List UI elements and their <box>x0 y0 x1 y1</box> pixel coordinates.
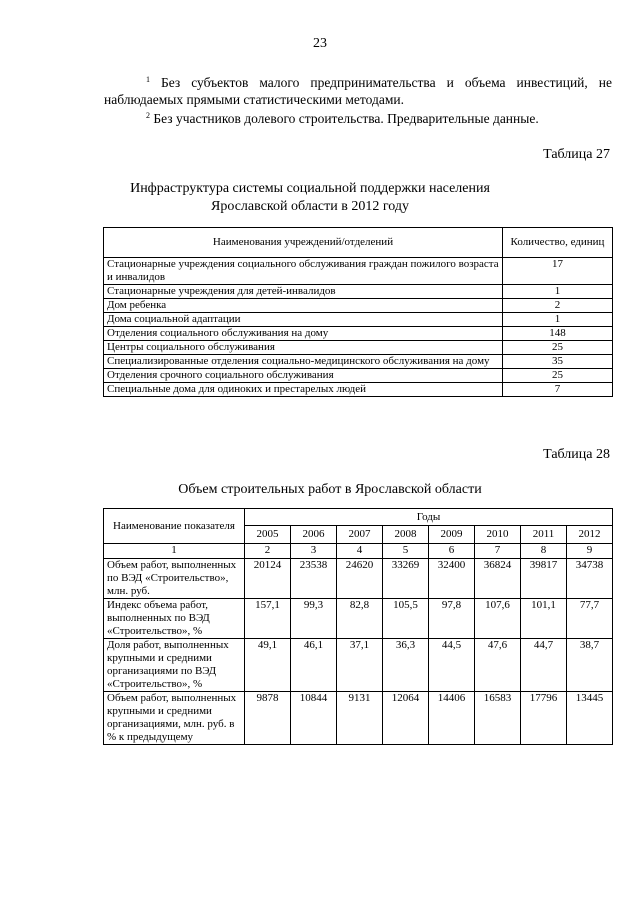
indicator-name: Объем работ, выполненных крупными и средними организациями, млн. руб. в % к предыдущему <box>104 692 245 745</box>
indicator-value: 101,1 <box>521 599 567 639</box>
indicator-value: 17796 <box>521 692 567 745</box>
table-28-label: Таблица 28 <box>543 447 610 462</box>
institution-name: Специальные дома для одиноких и престарелых людей <box>104 383 503 397</box>
institution-name: Центры социального обслуживания <box>104 341 503 355</box>
indicator-value: 12064 <box>383 692 429 745</box>
footnote-mark: 1 <box>146 75 150 84</box>
year-header: 2006 <box>291 526 337 544</box>
institution-count: 35 <box>503 355 613 369</box>
year-header: 2010 <box>475 526 521 544</box>
indicator-value: 38,7 <box>567 639 613 692</box>
table-row <box>104 341 613 355</box>
institution-count: 2 <box>503 299 613 313</box>
table-27-header-count: Количество, единиц <box>503 228 613 258</box>
table-row <box>104 599 613 639</box>
indicator-value: 44,7 <box>521 639 567 692</box>
column-number: 6 <box>429 544 475 559</box>
institution-count: 1 <box>503 285 613 299</box>
institution-count: 25 <box>503 341 613 355</box>
table-row <box>104 355 613 369</box>
indicator-value: 105,5 <box>383 599 429 639</box>
table-27 <box>103 227 613 397</box>
indicator-value: 99,3 <box>291 599 337 639</box>
indicator-value: 47,6 <box>475 639 521 692</box>
footnote-text: Без участников долевого строительства. Предварительные данные. <box>153 111 539 126</box>
page-number: 23 <box>313 36 327 51</box>
indicator-value: 97,8 <box>429 599 475 639</box>
column-number: 7 <box>475 544 521 559</box>
table-row <box>104 258 613 285</box>
table-row <box>104 692 613 745</box>
table-row <box>104 383 613 397</box>
table-row <box>104 369 613 383</box>
institution-count: 148 <box>503 327 613 341</box>
year-header: 2011 <box>521 526 567 544</box>
table-row <box>104 327 613 341</box>
institution-name: Стационарные учреждения для детей-инвалидов <box>104 285 503 299</box>
indicator-value: 23538 <box>291 559 337 599</box>
column-number: 3 <box>291 544 337 559</box>
institution-name: Дома социальной адаптации <box>104 313 503 327</box>
indicator-value: 32400 <box>429 559 475 599</box>
column-number: 5 <box>383 544 429 559</box>
table-row <box>104 313 613 327</box>
column-number: 9 <box>567 544 613 559</box>
indicator-value: 14406 <box>429 692 475 745</box>
indicator-value: 16583 <box>475 692 521 745</box>
indicator-value: 49,1 <box>245 639 291 692</box>
indicator-value: 24620 <box>337 559 383 599</box>
indicator-value: 46,1 <box>291 639 337 692</box>
footnote-mark: 2 <box>146 111 150 120</box>
table-row <box>104 639 613 692</box>
institution-name: Отделения срочного социального обслуживания <box>104 369 503 383</box>
indicator-value: 13445 <box>567 692 613 745</box>
indicator-name: Объем работ, выполненных по ВЭД «Строительство», млн. руб. <box>104 559 245 599</box>
column-number: 2 <box>245 544 291 559</box>
table-row <box>104 559 613 599</box>
institution-name: Отделения социального обслуживания на дому <box>104 327 503 341</box>
footnote-1 <box>104 71 612 108</box>
table-row <box>104 285 613 299</box>
indicator-value: 36,3 <box>383 639 429 692</box>
indicator-value: 39817 <box>521 559 567 599</box>
indicator-value: 36824 <box>475 559 521 599</box>
year-header: 2008 <box>383 526 429 544</box>
year-header: 2012 <box>567 526 613 544</box>
institution-name: Стационарные учреждения социального обслуживания граждан пожилого возраста и инвалидов <box>104 258 503 285</box>
institution-name: Дом ребенка <box>104 299 503 313</box>
indicator-name: Индекс объема работ, выполненных по ВЭД «Строительство», % <box>104 599 245 639</box>
column-number: 8 <box>521 544 567 559</box>
indicator-value: 77,7 <box>567 599 613 639</box>
indicator-value: 10844 <box>291 692 337 745</box>
indicator-value: 9131 <box>337 692 383 745</box>
year-header: 2005 <box>245 526 291 544</box>
table-row <box>104 299 613 313</box>
institution-count: 1 <box>503 313 613 327</box>
footnote-2 <box>104 107 612 127</box>
indicator-value: 44,5 <box>429 639 475 692</box>
table-28 <box>103 508 613 745</box>
table-28-title: Объем строительных работ в Ярославской области <box>178 482 482 497</box>
indicator-value: 157,1 <box>245 599 291 639</box>
institution-count: 25 <box>503 369 613 383</box>
column-number: 4 <box>337 544 383 559</box>
year-header: 2007 <box>337 526 383 544</box>
indicator-value: 37,1 <box>337 639 383 692</box>
indicator-value: 34738 <box>567 559 613 599</box>
table-28-header-indicator: Наименование показателя <box>104 509 245 544</box>
table-28-header-years: Годы <box>245 509 613 526</box>
year-header: 2009 <box>429 526 475 544</box>
table-27-label: Таблица 27 <box>543 147 610 162</box>
institution-name: Специализированные отделения социально-медицинского обслуживания на дому <box>104 355 503 369</box>
institution-count: 17 <box>503 258 613 285</box>
institution-count: 7 <box>503 383 613 397</box>
indicator-value: 20124 <box>245 559 291 599</box>
footnote-text: Без субъектов малого предпринимательства и объема инвестиций, не наблюдаемых прямыми статистическими методами. <box>104 75 612 107</box>
indicator-value: 33269 <box>383 559 429 599</box>
table-27-title: Инфраструктура системы социальной поддержки населения Ярославской области в 2012 году <box>130 181 490 214</box>
indicator-value: 9878 <box>245 692 291 745</box>
indicator-name: Доля работ, выполненных крупными и средними организациями по ВЭД «Строительство», % <box>104 639 245 692</box>
indicator-value: 82,8 <box>337 599 383 639</box>
column-number: 1 <box>104 544 245 559</box>
indicator-value: 107,6 <box>475 599 521 639</box>
table-27-header-name: Наименования учреждений/отделений <box>104 228 503 258</box>
